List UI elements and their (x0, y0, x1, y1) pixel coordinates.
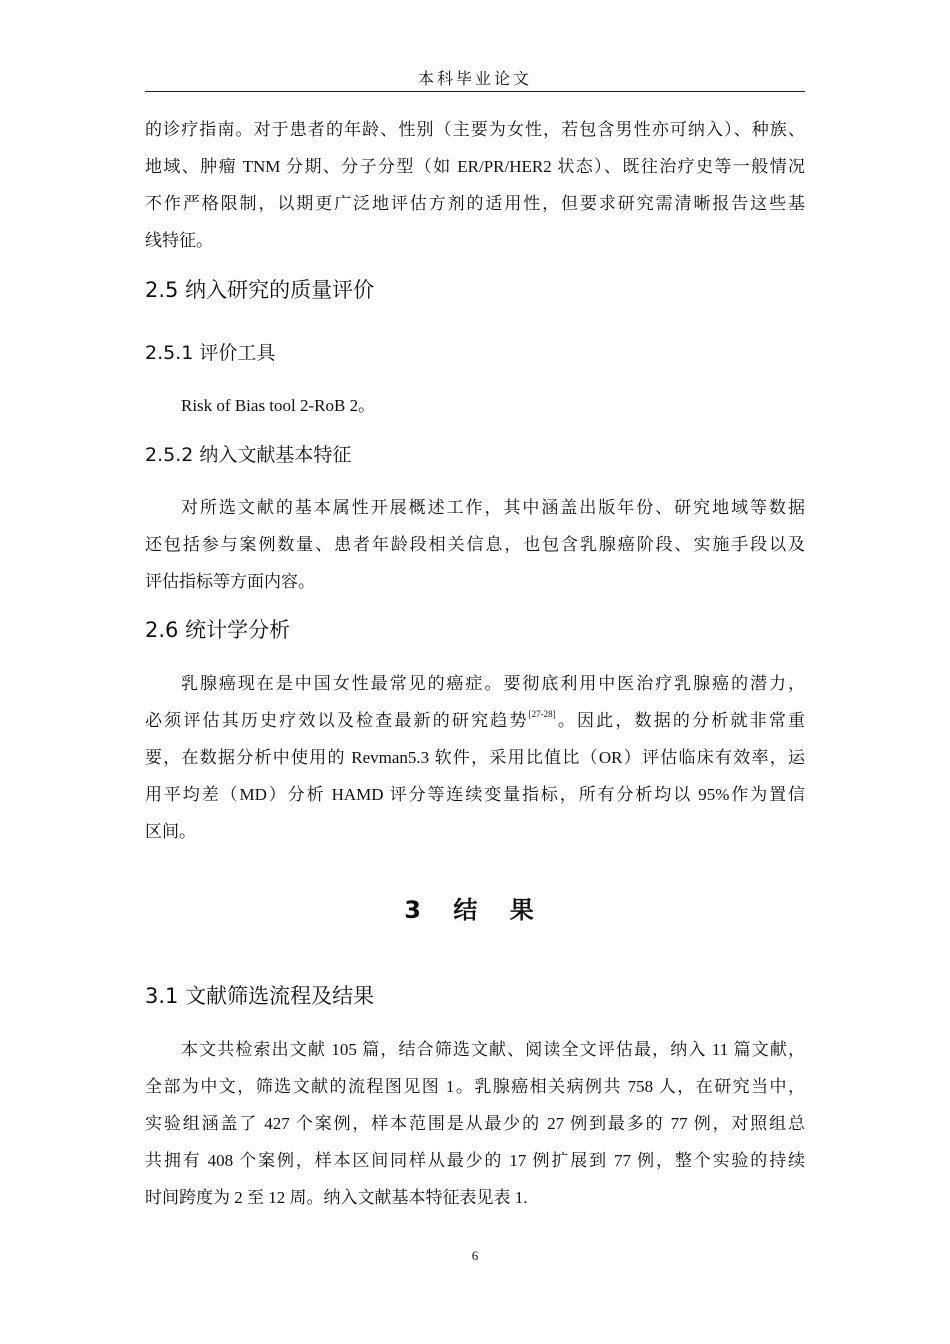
paragraph-line: 评估指标等方面内容。 (145, 572, 315, 591)
section-heading-2-6: 2.6 统计学分析 (145, 618, 291, 642)
chapter-heading-3: 3 结 果 (404, 896, 546, 924)
section-heading-3-1: 3.1 文献筛选流程及结果 (145, 984, 375, 1008)
paragraph-line (145, 709, 805, 733)
header-rule (145, 91, 805, 92)
paragraph-line: 区间。 (145, 822, 196, 841)
paragraph-line: 全部为中文，筛选文献的流程图见图 1。乳腺癌相关病例共 758 人，在研究当中， (145, 1077, 805, 1096)
subsection-heading-2-5-1: 2.5.1 评价工具 (145, 342, 276, 364)
paragraph-line: 乳腺癌现在是中国女性最常见的癌症。要彻底利用中医治疗乳腺癌的潜力， (181, 674, 805, 693)
text: 必须评估其历史疗效以及检查最新的研究趋势 (145, 711, 529, 730)
section-heading-2-5: 2.5 纳入研究的质量评价 (145, 278, 375, 302)
paragraph-line: 不作严格限制，以期更广泛地评估方剂的适用性，但要求研究需清晰报告这些基 (145, 194, 805, 213)
paragraph-line: 实验组涵盖了 427 个案例，样本范围是从最少的 27 例到最多的 77 例，对照组总 (145, 1114, 805, 1133)
paragraph-line: Risk of Bias tool 2-RoB 2。 (181, 396, 376, 415)
paragraph-line: 时间跨度为 2 至 12 周。纳入文献基本特征表见表 1. (145, 1188, 528, 1207)
paragraph-line: 的诊疗指南。对于患者的年龄、性别（主要为女性，若包含男性亦可纳入）、种族、 (145, 120, 805, 139)
paragraph-line: 还包括参与案例数量、患者年龄段相关信息，也包含乳腺癌阶段、实施手段以及 (145, 535, 805, 554)
paragraph-line: 要，在数据分析中使用的 Revman5.3 软件，采用比值比（OR）评估临床有效率，运 (145, 748, 805, 767)
subsection-heading-2-5-2: 2.5.2 纳入文献基本特征 (145, 444, 352, 466)
citation: [27-28] (528, 709, 556, 719)
page-header: 本科毕业论文 (417, 71, 532, 88)
page-number: 6 (471, 1248, 479, 1263)
paragraph-line: 本文共检索出文献 105 篇，结合筛选文献、阅读全文评估最，纳入 11 篇文献， (181, 1040, 805, 1059)
text: 。因此，数据的分析就非常重 (555, 711, 806, 730)
paragraph-line: 地域、肿瘤 TNM 分期、分子分型（如 ER/PR/HER2 状态）、既往治疗史等一般情况 (145, 157, 805, 176)
paragraph-line: 对所选文献的基本属性开展概述工作，其中涵盖出版年份、研究地域等数据 (181, 498, 805, 517)
paragraph-line: 共拥有 408 个案例，样本区间同样从最少的 17 例扩展到 77 例，整个实验的持续 (145, 1151, 805, 1170)
paragraph-line: 线特征。 (145, 231, 213, 250)
paragraph-line: 用平均差（MD）分析 HAMD 评分等连续变量指标，所有分析均以 95%作为置信 (145, 785, 805, 804)
